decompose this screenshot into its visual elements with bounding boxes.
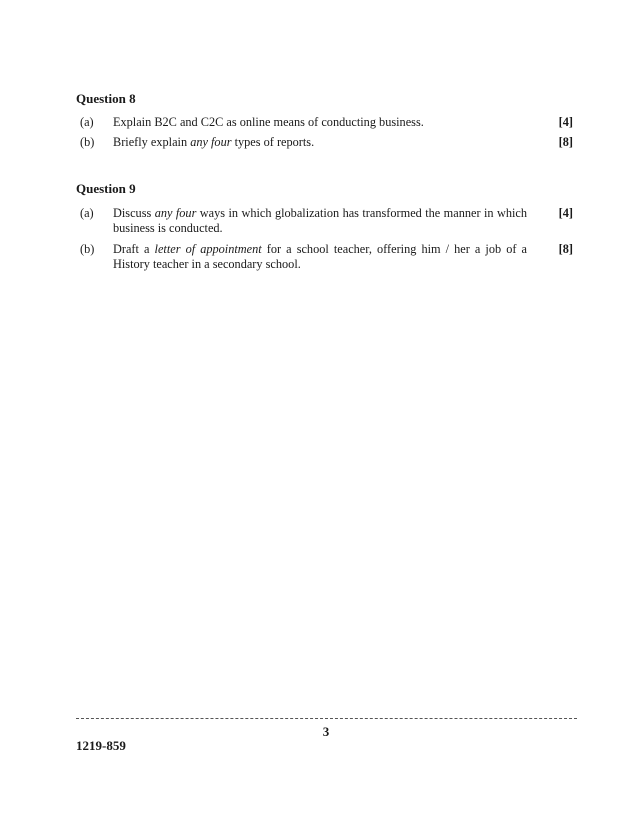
marks-badge: [4] [558,115,573,129]
marks-badge: [8] [558,242,573,256]
marks-badge: [4] [558,206,573,220]
question-9-heading: Question 9 [76,181,136,196]
part-label: (b) [80,135,95,149]
page-number: 3 [322,724,330,739]
paper-code: 1219-859 [76,738,126,753]
part-text: Discuss any four ways in which globalization has transformed the manner in which business is conducted. [113,206,527,235]
part-label: (b) [80,242,95,256]
part-text: Explain B2C and C2C as online means of conducting business. [113,115,424,129]
part-label: (a) [80,206,94,220]
marks-badge: [8] [558,135,573,149]
part-text: Draft a letter of appointment for a school teacher, offering him / her a job of a History teacher in a secondary school. [113,242,527,271]
part-text: Briefly explain any four types of reports. [113,135,315,149]
part-label: (a) [80,115,94,129]
footer-divider [76,718,577,719]
question-8-heading: Question 8 [76,91,136,106]
